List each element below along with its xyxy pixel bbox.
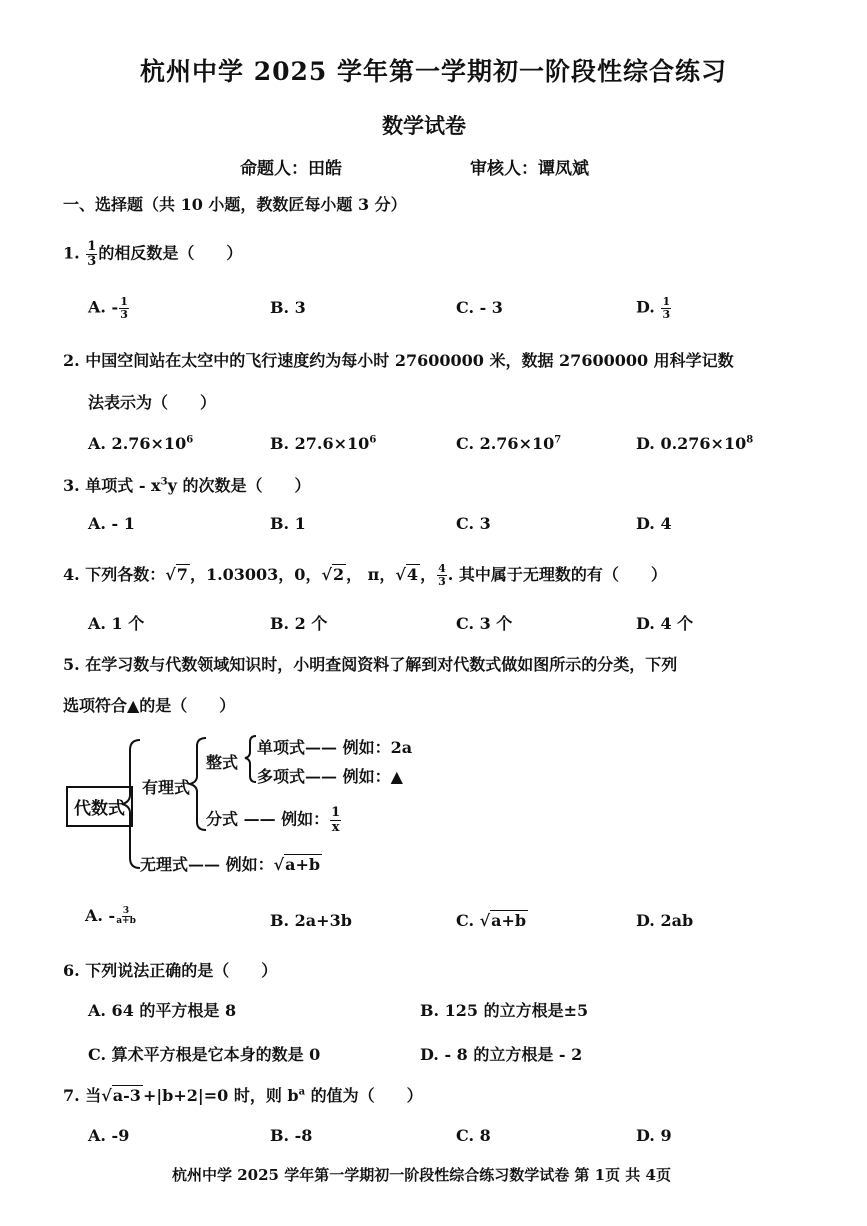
q2-option-c: C. $2.76\times 10^7$	[456, 434, 562, 453]
q1-option-c: C. - 3	[456, 298, 503, 317]
q4-option-c: C. 3 个	[456, 614, 513, 633]
question-6: 6. 下列说法正确的是（ ）	[63, 961, 278, 980]
q4-option-a: A. 1 个	[88, 614, 145, 633]
q2-option-b: B. $27.6\times 10^6$	[270, 434, 377, 453]
q6-option-d: D. - 8 的立方根是 - 2	[420, 1045, 583, 1064]
page-subtitle: 数学试卷	[382, 113, 466, 138]
q7-option-b: B. -8	[270, 1126, 313, 1145]
q5-option-d: D. 2ab	[636, 911, 694, 930]
q3-option-b: B. 1	[270, 514, 306, 533]
sqrt: √a+b	[273, 855, 321, 874]
question-4: 4. 下列各数：√7 ，1.03003，0，√2 ， π，√4 ， $\frac{4}{3}$ . 其中属于无理数的有（ ）	[63, 562, 667, 588]
q1-option-d: D. $\frac{1}{3}$	[636, 295, 671, 321]
question-5-line-2: 选项符合▲的是（ ）	[63, 696, 236, 715]
q4-option-b: B. 2 个	[270, 614, 328, 633]
q3-option-d: D. 4	[636, 514, 672, 533]
q6-option-c: C. 算术平方根是它本身的数是 0	[88, 1045, 321, 1064]
page-footer: 杭州中学 2025 学年第一学期初一阶段性综合练习数学试卷 第 1页 共 4页	[172, 1166, 671, 1184]
author: 命题人：田皓	[240, 159, 342, 179]
diagram-polynomial: 多项式—— 例如：▲	[257, 767, 403, 786]
section-heading: 一、选择题（共 10 小题，教数匠每小题 3 分）	[63, 195, 407, 214]
sqrt: √4	[395, 565, 419, 584]
diagram-rational: 有理式	[142, 778, 191, 797]
fraction: $\frac{1}{3}$	[662, 295, 671, 321]
question-5-line-1: 5. 在学习数与代数领域知识时，小明查阅资料了解到对代数式做如图所示的分类，下列	[63, 655, 678, 674]
fraction: $\frac{1}{x}$	[331, 805, 341, 835]
q2-option-a: A. $2.76\times 10^6$	[88, 434, 194, 453]
sqrt: √a-3	[101, 1086, 141, 1105]
diagram-monomial: 单项式—— 例如：2a	[257, 738, 413, 757]
q1-option-a: A. - $\frac{1}{3}$	[88, 295, 128, 321]
q1-option-b: B. 3	[270, 298, 306, 317]
diagram-integral: 整式	[206, 753, 239, 772]
question-2-line-2: 法表示为（ ）	[88, 393, 217, 412]
q5-option-c: C. √a+b	[456, 911, 527, 930]
diagram-irrational: 无理式—— 例如：√a+b	[140, 855, 321, 874]
question-1: 1. $\frac{1}{3}$ 的相反数是（ ）	[63, 239, 243, 269]
page-title: 杭州中学 2025 学年第一学期初一阶段性综合练习	[140, 57, 727, 86]
q7-option-c: C. 8	[456, 1126, 491, 1145]
q5-option-a: A. - $\frac{3}{a+b}$	[85, 905, 136, 926]
sqrt: √a+b	[479, 911, 527, 930]
question-7: 7. 当√a-3 +|b+2|=0 时，则 $b^a$ 的值为（ ）	[63, 1086, 423, 1105]
diagram-root: 代数式	[66, 786, 133, 827]
q3-option-c: C. 3	[456, 514, 491, 533]
q7-option-a: A. -9	[88, 1126, 130, 1145]
q6-option-b: B. 125 的立方根是±5	[420, 1001, 589, 1020]
diagram-fraction: 分式 —— 例如： $\frac{1}{x}$	[206, 805, 341, 835]
q6-option-a: A. 64 的平方根是 8	[88, 1001, 237, 1020]
q4-option-d: D. 4 个	[636, 614, 694, 633]
question-3: 3. 单项式 - $x^3y$ 的次数是（ ）	[63, 476, 311, 495]
sqrt: √7	[165, 565, 188, 584]
q3-option-a: A. - 1	[88, 514, 135, 533]
q2-option-d: D. $0.276\times 10^8$	[636, 434, 754, 453]
reviewer: 审核人：谭凤斌	[470, 159, 589, 179]
sqrt: √2	[321, 565, 345, 584]
fraction: $\frac{1}{3}$	[87, 239, 97, 269]
fraction: $\frac{4}{3}$	[438, 562, 446, 588]
q7-option-d: D. 9	[636, 1126, 672, 1145]
q5-option-b: B. 2a+3b	[270, 911, 352, 930]
fraction: $\frac{1}{3}$	[120, 295, 128, 321]
question-2-line-1: 2. 中国空间站在太空中的飞行速度约为每小时 27600000 米，数据 27600000 用科学记数	[63, 351, 734, 370]
fraction: $\frac{3}{a+b}$	[116, 905, 136, 926]
